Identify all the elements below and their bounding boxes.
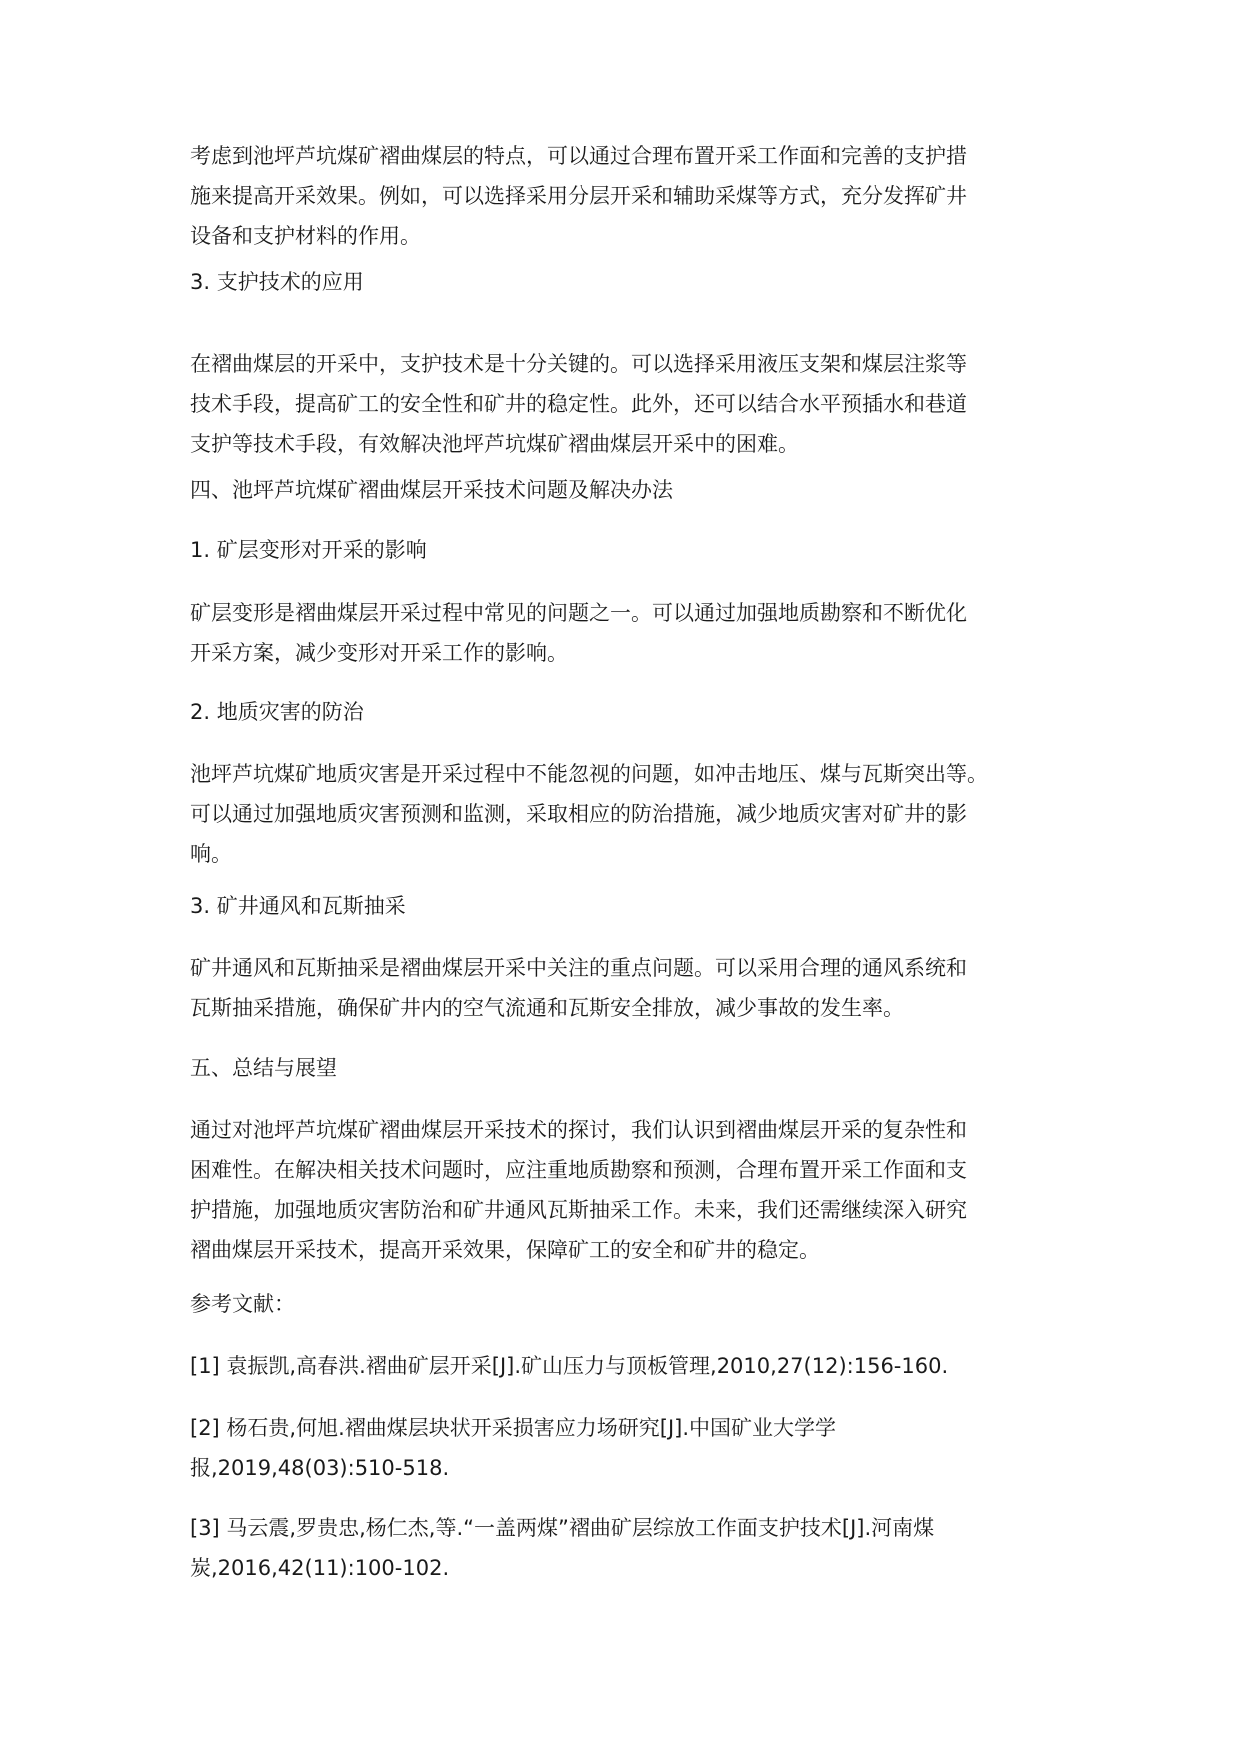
text-line: 通过对池坪芦坑煤矿褶曲煤层开采技术的探讨，我们认识到褶曲煤层开采的复杂性和 — [190, 1118, 967, 1142]
text-line: 护措施，加强地质灾害防治和矿井通风瓦斯抽采工作。未来，我们还需继续深入研究 — [190, 1198, 967, 1222]
section-heading — [190, 262, 1070, 302]
text-line: 施来提高开采效果。例如，可以选择采用分层开采和辅助采煤等方式，充分发挥矿井 — [190, 184, 967, 208]
text-line: 考虑到池坪芦坑煤矿褶曲煤层的特点，可以通过合理布置开采工作面和完善的支护措 — [190, 144, 967, 168]
chapter-heading — [190, 470, 1070, 510]
text-line: [2] 杨石贵,何旭.褶曲煤层块状开采损害应力场研究[J].中国矿业大学学 — [190, 1416, 837, 1440]
text-line: 可以通过加强地质灾害预测和监测，采取相应的防治措施，减少地质灾害对矿井的影 — [190, 802, 967, 826]
text-line: 池坪芦坑煤矿地质灾害是开采过程中不能忽视的问题，如冲击地压、煤与瓦斯突出等。 — [190, 762, 988, 786]
text-line: 开采方案，减少变形对开采工作的影响。 — [190, 641, 568, 665]
body-paragraph — [190, 1110, 1070, 1270]
body-paragraph — [190, 593, 1070, 673]
text-line: 3. 支护技术的应用 — [190, 270, 364, 294]
reference-item — [190, 1508, 1070, 1588]
reference-item — [190, 1408, 1070, 1488]
text-line: 矿层变形是褶曲煤层开采过程中常见的问题之一。可以通过加强地质勘察和不断优化 — [190, 601, 967, 625]
text-line: 困难性。在解决相关技术问题时，应注重地质勘察和预测，合理布置开采工作面和支 — [190, 1158, 967, 1182]
text-line: 在褶曲煤层的开采中，支护技术是十分关键的。可以选择采用液压支架和煤层注浆等 — [190, 352, 967, 376]
reference-item — [190, 1346, 1070, 1386]
body-paragraph — [190, 136, 1070, 256]
text-line: 炭,2016,42(11):100-102. — [190, 1556, 450, 1580]
body-paragraph — [190, 754, 1070, 874]
section-heading — [190, 886, 1070, 926]
text-line: 技术手段，提高矿工的安全性和矿井的稳定性。此外，还可以结合水平预插水和巷道 — [190, 392, 967, 416]
text-line: 3. 矿井通风和瓦斯抽采 — [190, 894, 406, 918]
text-line: 响。 — [190, 842, 232, 866]
text-line: 报,2019,48(03):510-518. — [190, 1456, 450, 1480]
text-line: 四、池坪芦坑煤矿褶曲煤层开采技术问题及解决办法 — [190, 478, 673, 502]
text-line: 2. 地质灾害的防治 — [190, 700, 364, 724]
text-line: 参考文献： — [190, 1292, 295, 1316]
section-heading — [190, 530, 1070, 570]
text-line: [3] 马云震,罗贵忠,杨仁杰,等.“一盖两煤”褶曲矿层综放工作面支护技术[J].河南煤 — [190, 1516, 935, 1540]
text-line: 褶曲煤层开采技术，提高开采效果，保障矿工的安全和矿井的稳定。 — [190, 1238, 820, 1262]
text-line: 支护等技术手段，有效解决池坪芦坑煤矿褶曲煤层开采中的困难。 — [190, 432, 799, 456]
references-heading — [190, 1284, 1070, 1324]
text-line: [1] 袁振凯,高春洪.褶曲矿层开采[J].矿山压力与顶板管理,2010,27(12):156-160. — [190, 1354, 949, 1378]
chapter-heading — [190, 1048, 1070, 1088]
text-line: 1. 矿层变形对开采的影响 — [190, 538, 427, 562]
text-line: 矿井通风和瓦斯抽采是褶曲煤层开采中关注的重点问题。可以采用合理的通风系统和 — [190, 956, 967, 980]
section-heading — [190, 692, 1070, 732]
body-paragraph — [190, 948, 1070, 1028]
body-paragraph — [190, 344, 1070, 464]
text-line: 五、总结与展望 — [190, 1056, 337, 1080]
text-line: 设备和支护材料的作用。 — [190, 224, 421, 248]
text-line: 瓦斯抽采措施，确保矿井内的空气流通和瓦斯安全排放，减少事故的发生率。 — [190, 996, 904, 1020]
